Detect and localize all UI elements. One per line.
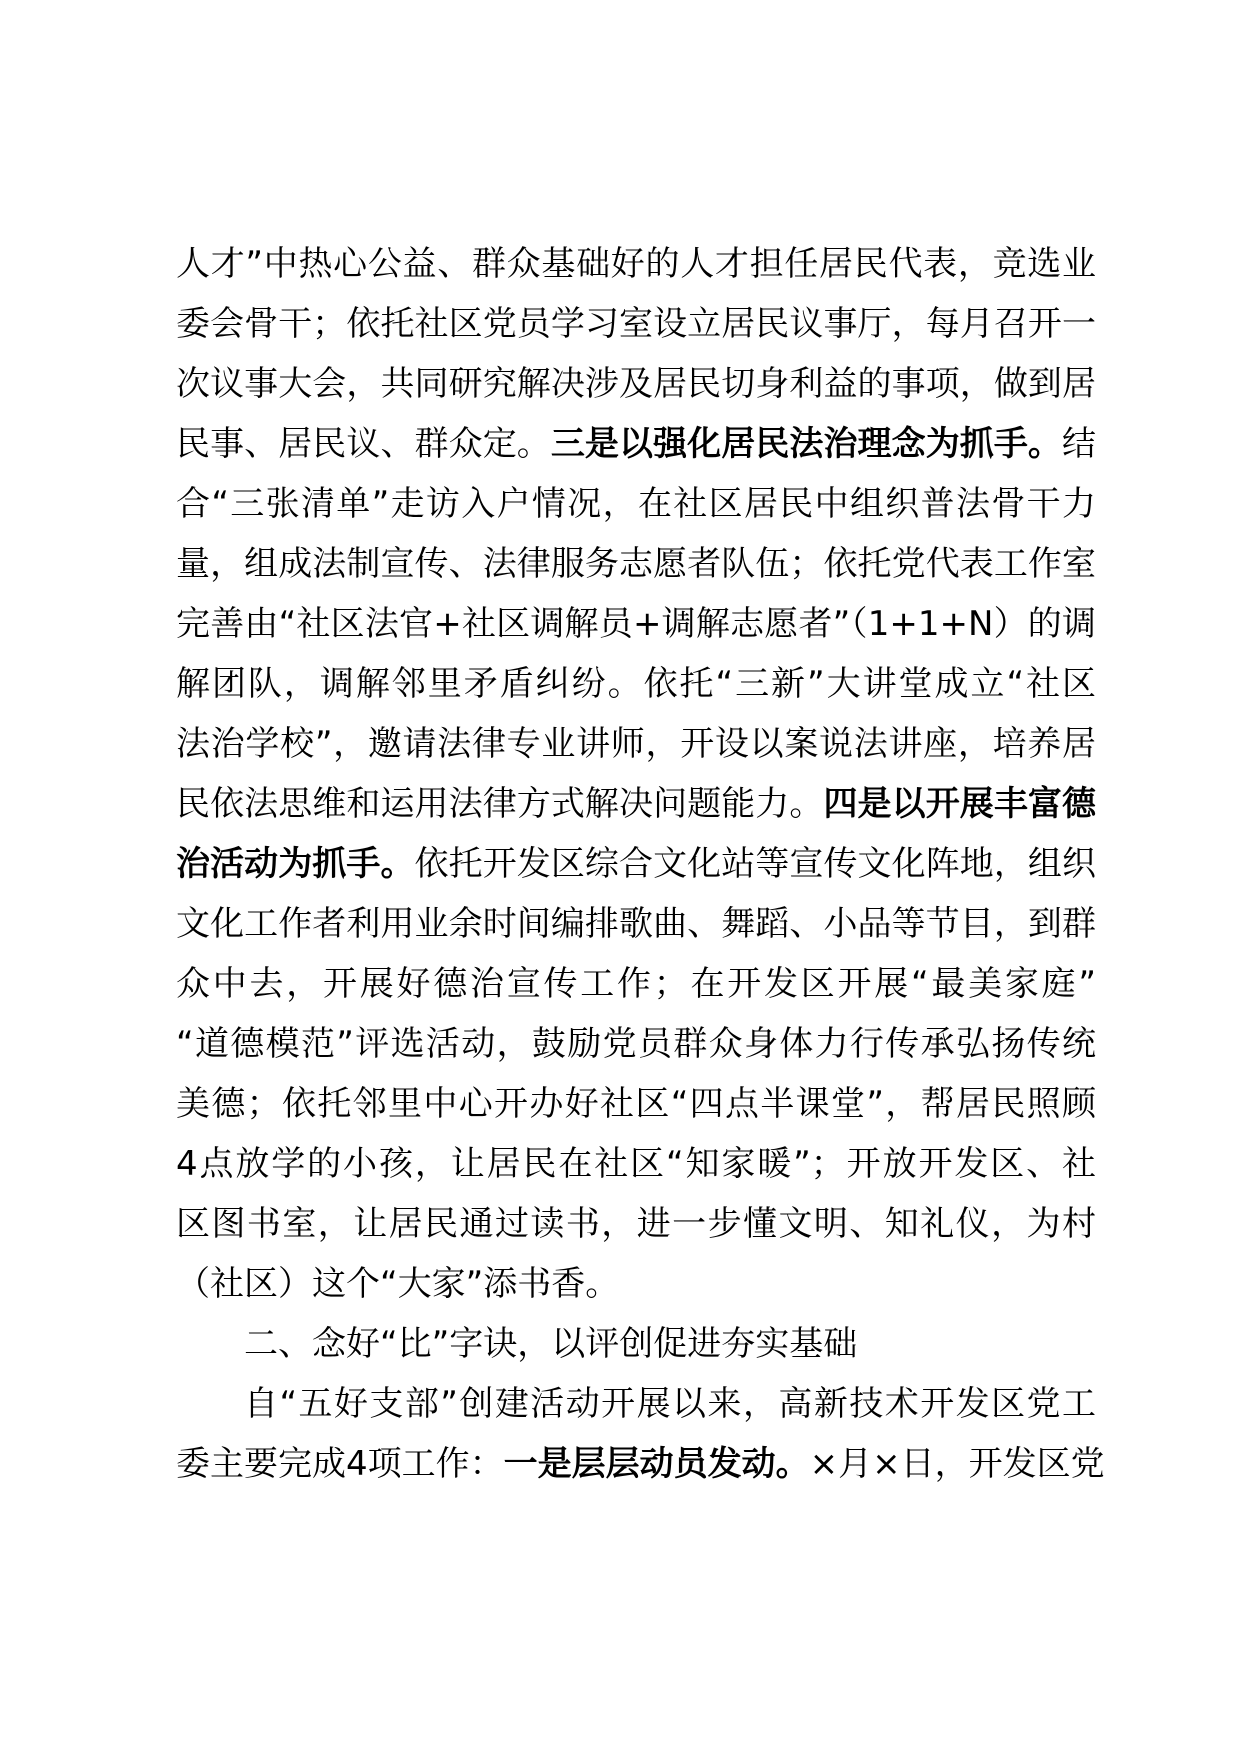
text-run: 依托开发区综合文化站等宣传文化阵地，组织 [414, 844, 1097, 884]
text-line [176, 1074, 1096, 1134]
paragraph [176, 234, 1096, 1314]
text-run: 量，组成法制宣传、法律服务志愿者队伍；依托党代表工作室 [176, 544, 1096, 584]
text-run: 区图书室，让居民通过读书，进一步懂文明、知礼仪，为村 [176, 1204, 1096, 1244]
text-line [176, 234, 1096, 294]
text-run: 众中去，开展好德治宣传工作；在开发区开展“最美家庭” [176, 964, 1096, 1004]
text-line [176, 774, 1096, 834]
text-run: 人才”中热心公益、群众基础好的人才担任居民代表，竞选业 [176, 244, 1096, 284]
text-line [176, 594, 1096, 654]
text-run: 委会骨干；依托社区党员学习室设立居民议事厅，每月召开一 [176, 304, 1096, 344]
text-line [176, 1434, 1105, 1494]
text-run: 结 [1062, 424, 1097, 464]
document-body [176, 234, 1105, 1494]
section-heading [176, 1314, 1096, 1374]
bold-text-run: 四是以开展丰富德 [823, 784, 1097, 824]
text-run: 自“五好支部”创建活动开展以来，高新技术开发区党工 [244, 1384, 1096, 1424]
text-line [176, 894, 1096, 954]
text-line [176, 1254, 1096, 1314]
text-run: 次议事大会，共同研究解决涉及居民切身利益的事项，做到居 [176, 364, 1096, 404]
text-run: 解团队，调解邻里矛盾纠纷。依托“三新”大讲堂成立“社区 [176, 664, 1096, 704]
text-line [176, 534, 1096, 594]
text-run: 民依法思维和运用法律方式解决问题能力。 [176, 784, 824, 824]
bold-text-run: 一是层层动员发动。 [503, 1444, 810, 1484]
text-line [176, 354, 1096, 414]
text-run: 二、念好“比”字诀，以评创促进夯实基础 [244, 1324, 858, 1364]
text-run: 文化工作者利用业余时间编排歌曲、舞蹈、小品等节目，到群 [176, 904, 1096, 944]
text-line [176, 714, 1096, 774]
text-run: 4点放学的小孩，让居民在社区“知家暖”；开放开发区、社 [176, 1144, 1096, 1184]
text-run: （社区）这个“大家”添书香。 [176, 1264, 620, 1304]
bold-text-run: 三是以强化居民法治理念为抓手。 [550, 424, 1063, 464]
text-run: 合“三张清单”走访入户情况，在社区居民中组织普法骨干力 [176, 484, 1096, 524]
text-line [176, 414, 1096, 474]
text-run: “道德模范”评选活动，鼓励党员群众身体力行传承弘扬传统 [176, 1024, 1096, 1064]
text-line [176, 1134, 1096, 1194]
text-line [176, 834, 1096, 894]
text-line [176, 294, 1096, 354]
text-run: 美德；依托邻里中心开办好社区“四点半课堂”，帮居民照顾 [176, 1084, 1096, 1124]
text-line [176, 654, 1096, 714]
text-run: 法治学校”，邀请法律专业讲师，开设以案说法讲座，培养居 [176, 724, 1096, 764]
text-line [176, 954, 1096, 1014]
text-run: ×月×日，开发区党 [809, 1444, 1105, 1484]
text-run: 委主要完成4项工作： [176, 1444, 504, 1484]
text-line [176, 1194, 1096, 1254]
text-line [176, 474, 1096, 534]
bold-text-run: 治活动为抓手。 [176, 844, 415, 884]
text-run: 完善由“社区法官+社区调解员+调解志愿者”（1+1+N）的调 [176, 604, 1096, 644]
text-line [176, 1014, 1096, 1074]
text-run: 民事、居民议、群众定。 [176, 424, 551, 464]
text-line [176, 1374, 1096, 1434]
paragraph [176, 1374, 1105, 1494]
heading-line [176, 1314, 1096, 1374]
